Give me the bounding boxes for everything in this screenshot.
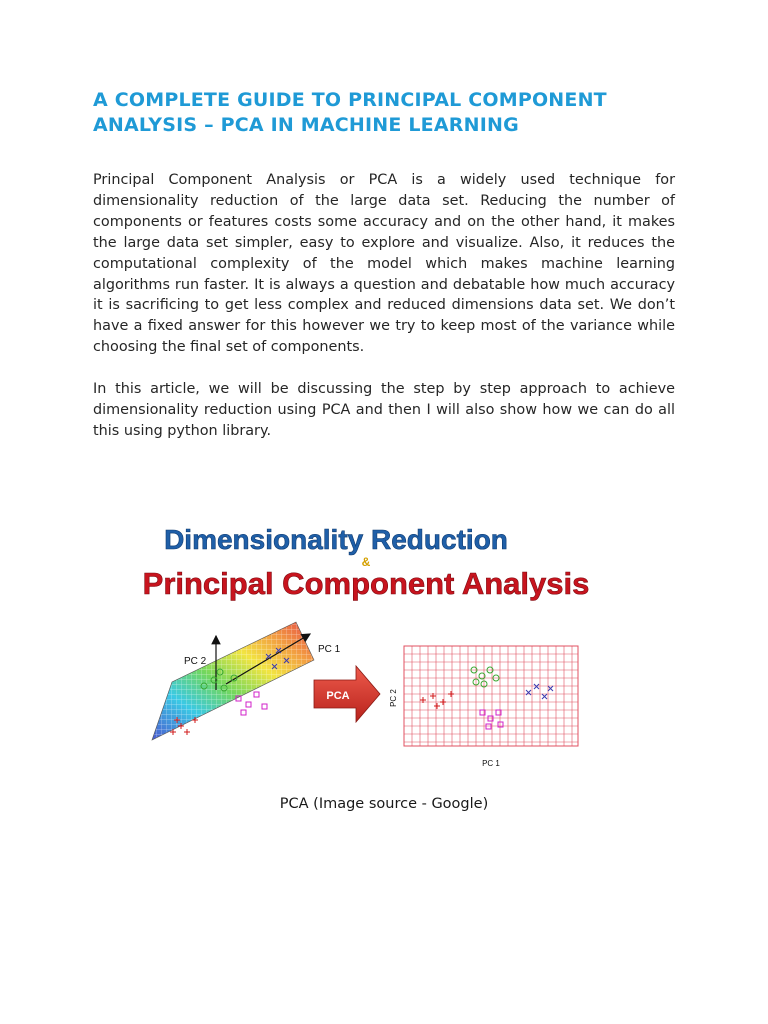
pc1-label: PC 1 <box>318 644 341 655</box>
pca-illustration <box>96 504 650 776</box>
figure-ampersand: & <box>361 555 371 569</box>
figure-caption: PCA (Image source - Google) <box>279 796 489 812</box>
article-title: A COMPLETE GUIDE TO PRINCIPAL COMPONENT ANALYSIS – PCA IN MACHINE LEARNING <box>93 89 607 136</box>
plot-xlabel: PC 1 <box>482 759 500 768</box>
pca-arrow-label: PCA <box>326 690 350 702</box>
projected-space-plot <box>389 646 578 768</box>
pc2-label: PC 2 <box>184 656 207 667</box>
intro-paragraph: Principal Component Analysis or PCA is a widely used technique for dimensionality reduction of the large data set. Reducing the number of components or features costs some accuracy and on the other hand, it makes the large data set simpler, easy to explore and visualize. Also, it reduces the computational complexity of the model which makes machine learning algorithms run faster. It is always a question and debatable how much accuracy it is sacrificing to get less complex and reduced dimensions data set. We don’t have a fixed answer for this however we try to keep most of the variance while choosing the final set of components. <box>93 172 675 356</box>
figure-heading-1: Dimensionality Reduction <box>164 524 508 555</box>
pca-arrow <box>314 666 380 722</box>
original-space-plot <box>152 622 341 740</box>
figure-heading-2: Principal Component Analysis <box>142 566 590 601</box>
pca-figure <box>96 504 650 776</box>
overview-paragraph: In this article, we will be discussing the step by step approach to achieve dimensionality reduction using PCA and then I will also show how we can do all this using python library. <box>93 381 675 439</box>
article <box>93 88 675 442</box>
plot-ylabel: PC 2 <box>389 689 398 707</box>
